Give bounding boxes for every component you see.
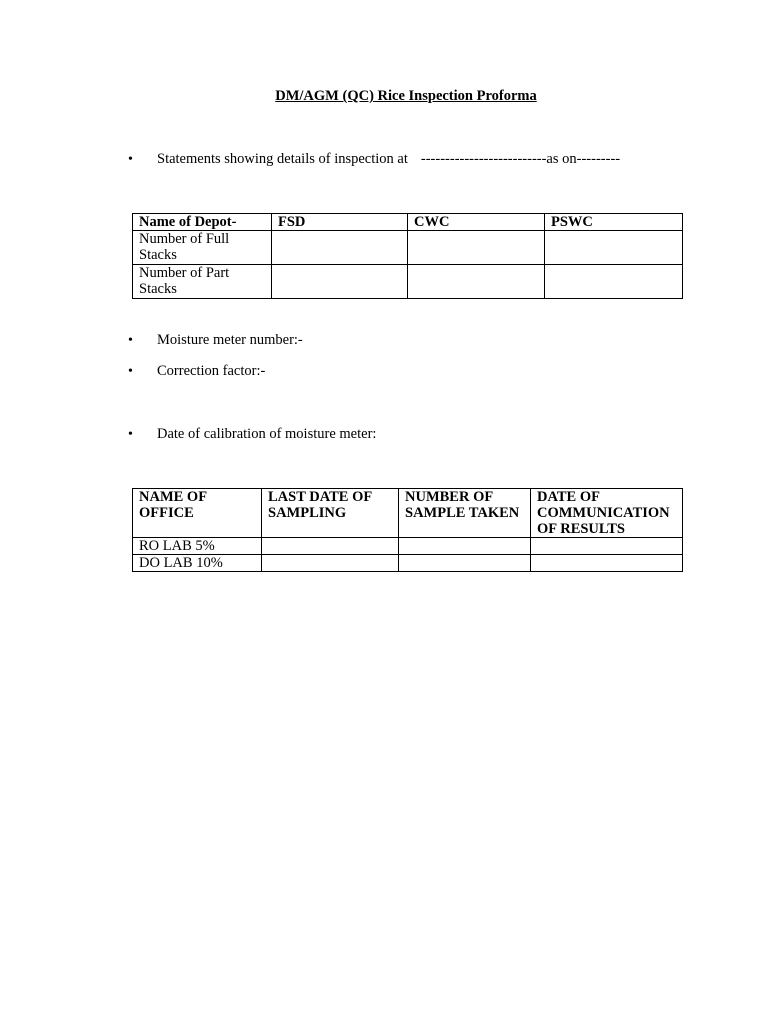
table-row xyxy=(133,538,683,555)
bullet-icon: • xyxy=(128,427,133,442)
cell-do-last-date xyxy=(262,555,399,572)
depot-header-fsd: FSD xyxy=(272,214,408,231)
bullet-icon: • xyxy=(128,364,133,379)
bullet-icon: • xyxy=(128,152,133,167)
lab-header-last-date: LAST DATE OF SAMPLING xyxy=(262,489,399,538)
cell-full-fsd xyxy=(272,231,408,265)
lab-table-header-row xyxy=(133,489,683,538)
calibration-line xyxy=(128,426,376,443)
depot-header-name: Name of Depot- xyxy=(133,214,272,231)
lab-table xyxy=(132,488,683,572)
lab-header-samples: NUMBER OF SAMPLE TAKEN xyxy=(399,489,531,538)
cell-ro-communication xyxy=(531,538,683,555)
cell-part-pswc xyxy=(545,265,683,299)
table-row xyxy=(133,231,683,265)
depot-table xyxy=(132,213,683,299)
cell-full-pswc xyxy=(545,231,683,265)
depot-table-header-row xyxy=(133,214,683,231)
moisture-meter-line xyxy=(128,332,303,349)
row-label-ro-lab: RO LAB 5% xyxy=(133,538,262,555)
correction-factor-label: Correction factor:- xyxy=(157,363,266,379)
table-row xyxy=(133,555,683,572)
statement-line xyxy=(128,151,620,168)
row-label-part-stacks: Number of Part Stacks xyxy=(133,265,272,299)
row-label-do-lab: DO LAB 10% xyxy=(133,555,262,572)
cell-do-samples xyxy=(399,555,531,572)
cell-do-communication xyxy=(531,555,683,572)
table-row xyxy=(133,265,683,299)
cell-part-fsd xyxy=(272,265,408,299)
calibration-date-label: Date of calibration of moisture meter: xyxy=(157,426,377,442)
statement-blank: --------------------------as on--------- xyxy=(420,151,621,167)
depot-header-pswc: PSWC xyxy=(545,214,683,231)
lab-header-communication: DATE OF COMMUNICATION OF RESULTS xyxy=(531,489,683,538)
correction-factor-line xyxy=(128,363,265,380)
cell-full-cwc xyxy=(408,231,545,265)
bullet-icon: • xyxy=(128,333,133,348)
statement-text: Statements showing details of inspection at xyxy=(157,151,408,167)
cell-ro-samples xyxy=(399,538,531,555)
lab-header-office: NAME OF OFFICE xyxy=(133,489,262,538)
row-label-full-stacks: Number of Full Stacks xyxy=(133,231,272,265)
depot-header-cwc: CWC xyxy=(408,214,545,231)
document-title: DM/AGM (QC) Rice Inspection Proforma xyxy=(275,88,537,104)
cell-part-cwc xyxy=(408,265,545,299)
moisture-meter-number-label: Moisture meter number:- xyxy=(157,332,303,348)
cell-ro-last-date xyxy=(262,538,399,555)
